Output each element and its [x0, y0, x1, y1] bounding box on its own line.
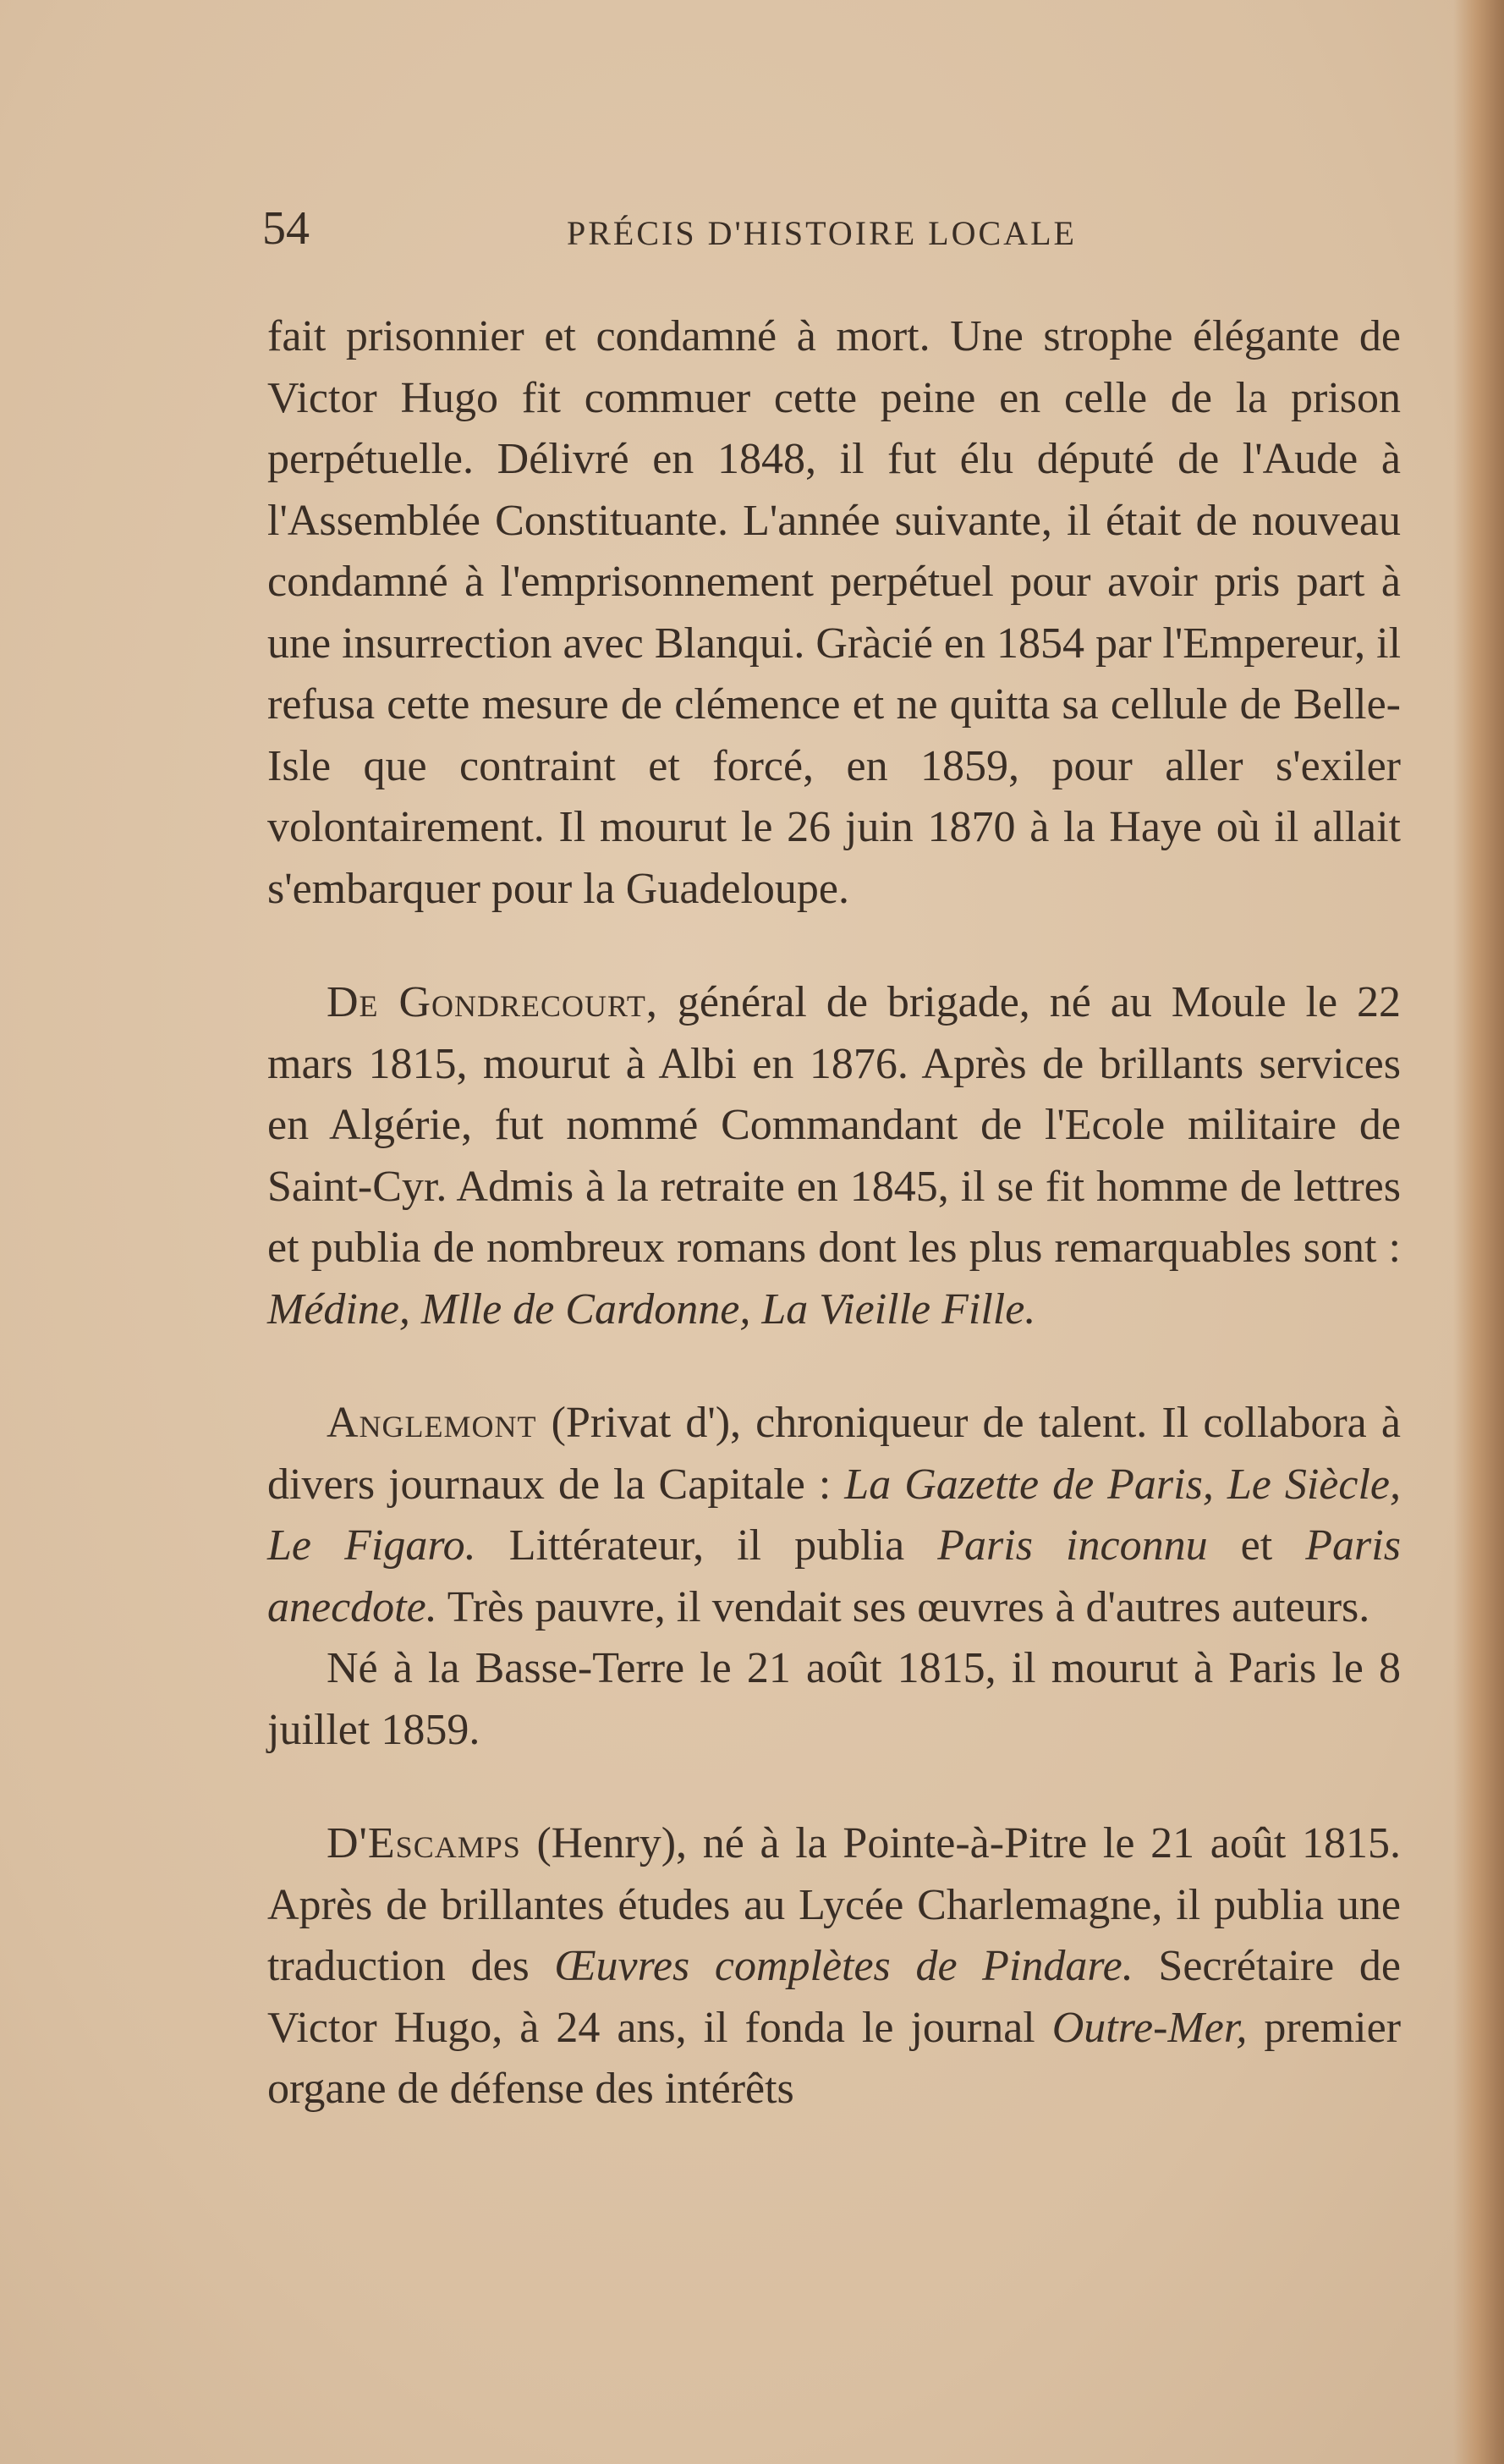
entry-name: D'Escamps	[327, 1819, 521, 1867]
entry-work: Œuvres complètes de Pindare.	[554, 1942, 1133, 1990]
entry-text: Littérateur, il publia	[475, 1521, 938, 1570]
entry-work: Outre-Mer,	[1051, 2003, 1248, 2052]
paragraph-continuation: fait prisonnier et condamné à mort. Une strophe élégante de Victor Hugo fit commuer cette peine en celle de la prison perpétuelle. Délivré en 1848, il fut élu député de l'Aude à l'Assemblée Constituante. L'année suivante, il était de nouveau condamné à l'emprisonnement perpétuel pour avoir pris part à une insurrection avec Blanqui. Gràcié en 1854 par l'Empereur, il refusa cette mesure de clémence et ne quitta sa cellule de Belle-Isle que contraint et forcé, en 1859, pour aller s'exiler volontairement. Il mourut le 26 juin 1870 à la Haye où il allait s'embarquer pour la Guadeloupe.	[267, 312, 1402, 913]
entry-work: Paris inconnu	[937, 1521, 1208, 1570]
body-text	[267, 306, 1401, 2120]
entry-works: La Gazette de Paris, Le Siècle, Le Figaro.	[267, 1460, 1401, 1570]
entry-text: (Privat d'), chroniqueur de talent. Il collabora à divers journaux de la Capitale :	[267, 1399, 1401, 1509]
page-number: 54	[262, 202, 310, 255]
entry-gondrecourt	[267, 972, 1401, 1340]
entry-works: Médine, Mlle de Cardonne, La Vieille Fille.	[267, 1284, 1036, 1334]
entry-text: (Henry), né à la Pointe-à-Pitre le 21 août 1815. Après de brillantes études au Lycée Charlemagne, il publia une traduction des	[267, 1819, 1401, 1990]
entry-name: Anglemont	[327, 1399, 537, 1447]
entry-anglemont-dates: Né à la Basse-Terre le 21 août 1815, il mourut à Paris le 8 juillet 1859.	[267, 1644, 1401, 1754]
page-header	[262, 201, 1413, 269]
entry-descamps	[267, 1813, 1401, 2120]
page-edge	[1453, 0, 1504, 2464]
entry-text: Secrétaire de Victor Hugo, à 24 ans, il fonda le journal	[267, 1942, 1401, 2052]
entry-name: De Gondrecourt,	[327, 978, 658, 1026]
running-title: PRÉCIS D'HISTOIRE LOCALE	[567, 214, 1077, 252]
entry-text: général de brigade, né au Moule le 22 mars 1815, mourut à Albi en 1876. Après de brillants services en Algérie, fut nommé Commandant de l'Ecole militaire de Saint-Cyr. Admis à la retraite en 1845, il se fit homme de lettres et publia de nombreux romans dont les plus remarquables sont :	[267, 978, 1401, 1272]
entry-anglemont	[267, 1393, 1401, 1638]
entry-text: premier organe de défense des intérêts	[267, 2003, 1402, 2113]
entry-text: et	[1207, 1521, 1306, 1570]
entry-work: Paris anecdote.	[267, 1521, 1401, 1631]
entry-text: Très pauvre, il vendait ses œuvres à d'autres auteurs.	[436, 1582, 1370, 1631]
